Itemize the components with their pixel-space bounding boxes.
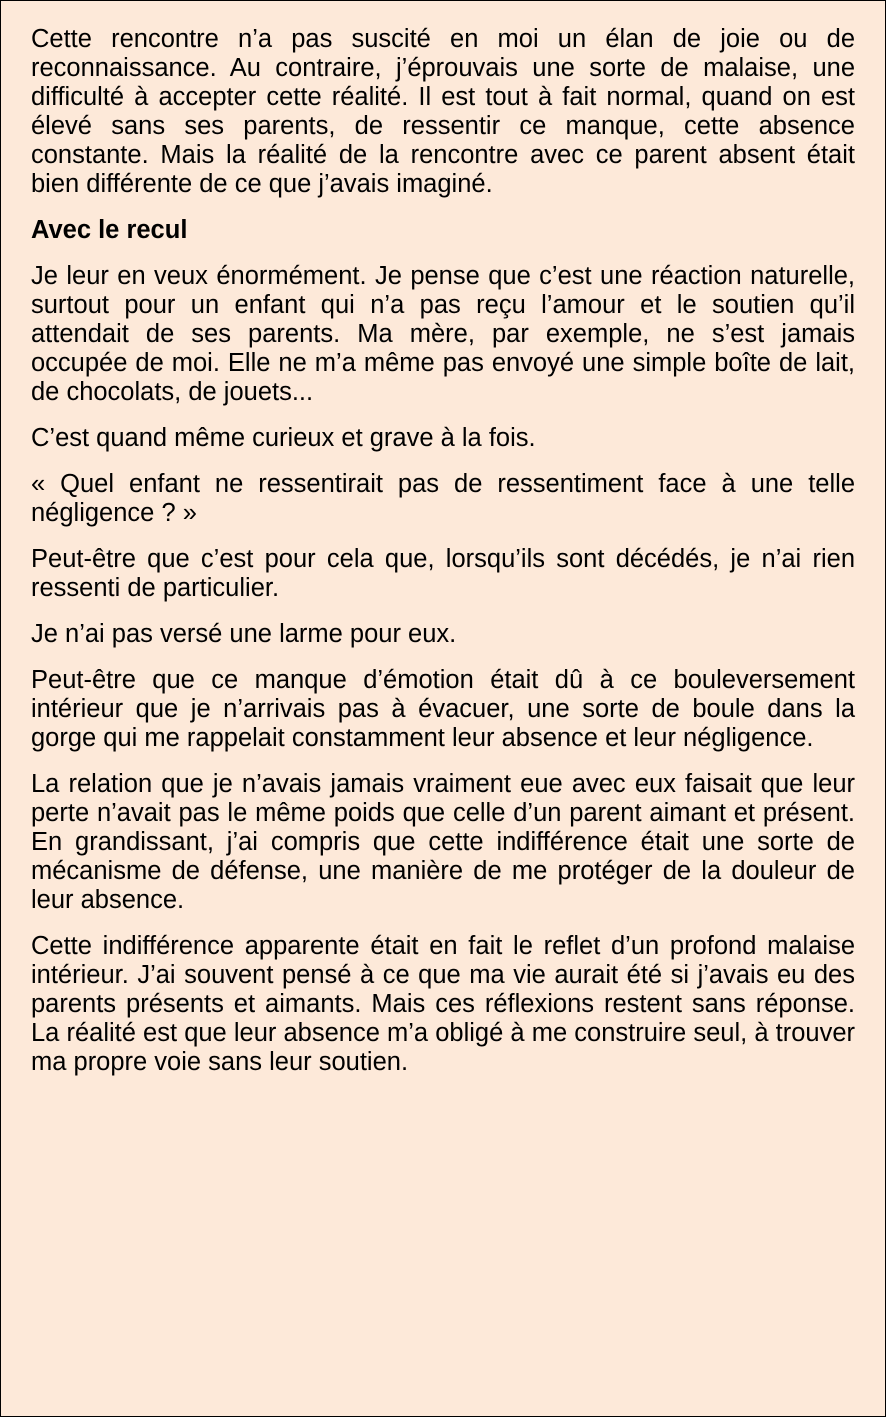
- paragraph: Peut-être que c’est pour cela que, lorsqu’ils sont décédés, je n’ai rien ressenti de particulier.: [31, 545, 855, 602]
- paragraph: Cette rencontre n’a pas suscité en moi un élan de joie ou de reconnaissance. Au contraire, j’éprouvais une sorte de malaise, une difficulté à accepter cette réalité. Il est tout à fait normal, quand on est élevé sans ses parents, de ressentir ce manque, cette absence constante. Mais la réalité de la rencontre avec ce parent absent était bien différente de ce que j’avais imaginé.: [31, 25, 855, 198]
- paragraph: Cette indifférence apparente était en fait le reflet d’un profond malaise intérieur. J’ai souvent pensé à ce que ma vie aurait été si j’avais eu des parents présents et aimants. Mais ces réflexions restent sans réponse. La réalité est que leur absence m’a obligé à me construire seul, à trouver ma propre voie sans leur soutien.: [31, 932, 855, 1076]
- document-body: [31, 25, 855, 1094]
- paragraph: La relation que je n’avais jamais vraiment eue avec eux faisait que leur perte n’avait pas le même poids que celle d’un parent aimant et présent. En grandissant, j’ai compris que cette indifférence était une sorte de mécanisme de défense, une manière de me protéger de la douleur de leur absence.: [31, 770, 855, 914]
- quote-paragraph: « Quel enfant ne ressentirait pas de ressentiment face à une telle négligence ? »: [31, 470, 855, 527]
- paragraph: Peut-être que ce manque d’émotion était dû à ce bouleversement intérieur que je n’arrivais pas à évacuer, une sorte de boule dans la gorge qui me rappelait constamment leur absence et leur négligence.: [31, 666, 855, 752]
- section-heading: Avec le recul: [31, 216, 188, 244]
- paragraph: Je n’ai pas versé une larme pour eux.: [31, 620, 457, 648]
- paragraph: Je leur en veux énormément. Je pense que c’est une réaction naturelle, surtout pour un enfant qui n’a pas reçu l’amour et le soutien qu’il attendait de ses parents. Ma mère, par exemple, ne s’est jamais occupée de moi. Elle ne m’a même pas envoyé une simple boîte de lait, de chocolats, de jouets...: [31, 262, 855, 406]
- paragraph: C’est quand même curieux et grave à la fois.: [31, 424, 536, 452]
